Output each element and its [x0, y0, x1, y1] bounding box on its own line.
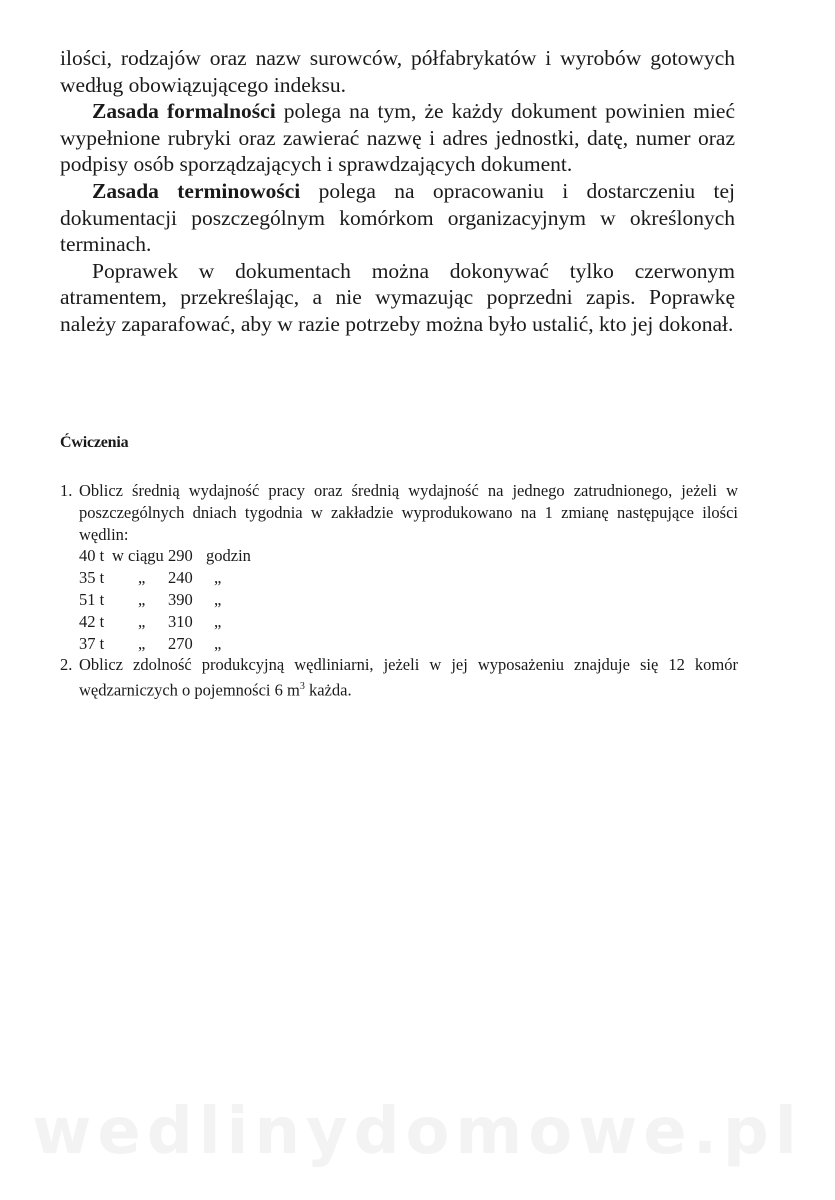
exercise-text-part: każda.: [304, 680, 352, 700]
exercise-text-part: Oblicz zdolność produkcyjną wędliniarni, jeżeli w jej wyposażeniu znajduje się 12 komór wędzarniczych o pojemności 6 m: [79, 655, 738, 700]
production-table: [60, 545, 738, 654]
table-cell-period: „: [138, 633, 146, 653]
exercise-item-2: [60, 654, 738, 701]
table-row: [79, 545, 738, 567]
table-cell-amount: 37 t: [79, 633, 105, 653]
table-cell-hours: 270: [168, 633, 193, 653]
table-row: [79, 567, 738, 589]
table-cell-unit: godzin: [206, 546, 251, 566]
paragraph-formality: [60, 98, 735, 178]
table-cell-period: „: [138, 611, 146, 631]
term-formality: Zasada formalności: [92, 99, 276, 124]
table-cell-amount: 40 t: [79, 546, 105, 566]
table-cell-period: w ciągu: [112, 546, 164, 566]
exercise-item-1: [60, 480, 738, 545]
exercise-number: 2.: [60, 655, 73, 675]
body-text: [60, 45, 735, 338]
watermark: wedlinydomowe.pl: [32, 1095, 803, 1169]
exercises-list: [60, 480, 738, 701]
table-cell-unit: „: [214, 589, 222, 609]
exercise-text: [79, 654, 738, 701]
table-cell-amount: 35 t: [79, 568, 105, 588]
table-cell-hours: 310: [168, 611, 193, 631]
paragraph-continuation: ilości, rodzajów oraz nazw surowców, półfabrykatów i wyrobów gotowych według obowiązującego indeksu.: [60, 46, 735, 97]
table-cell-unit: „: [214, 611, 222, 631]
table-row: [79, 633, 738, 655]
table-cell-period: „: [138, 589, 146, 609]
table-cell-unit: „: [214, 633, 222, 653]
exercise-number: 1.: [60, 481, 73, 500]
table-cell-hours: 390: [168, 589, 193, 609]
paragraph-timeliness: [60, 178, 735, 258]
table-cell-unit: „: [214, 568, 222, 588]
paragraph-timeliness-text: polega na opracowaniu i dostarczeniu tej dokumentacji poszczególnym komórkom organizacyjnym w określonych terminach.: [60, 178, 735, 257]
table-cell-hours: 240: [168, 568, 193, 588]
table-cell-amount: 42 t: [79, 611, 105, 631]
table-cell-hours: 290: [168, 546, 193, 566]
table-row: [79, 589, 738, 611]
term-timeliness: Zasada terminowości: [92, 178, 301, 203]
table-row: [79, 611, 738, 633]
paragraph-corrections: Poprawek w dokumentach można dokonywać tylko czerwonym atramentem, przekreślając, a nie wymazując poprzedni zapis. Poprawkę należy zaparafować, aby w razie potrzeby można było ustalić, kto jej dokonał.: [60, 258, 735, 336]
table-cell-amount: 51 t: [79, 589, 105, 609]
exercise-text: Oblicz średnią wydajność pracy oraz średnią wydajność na jednego zatrudnionego, jeżeli w poszczególnych dniach tygodnia w zakładzie wyprodukowano na 1 zmianę następujące ilości wędlin:: [79, 481, 738, 544]
paragraph-formality-text: polega na tym, że każdy dokument powinien mieć wypełnione rubryki oraz zawierać nazwę i adres jednostki, datę, numer oraz podpisy osób sporządzających i sprawdzających dokument.: [60, 99, 736, 177]
superscript: 3: [299, 681, 305, 693]
table-cell-period: „: [138, 568, 146, 588]
section-heading: Ćwiczenia: [60, 434, 129, 451]
